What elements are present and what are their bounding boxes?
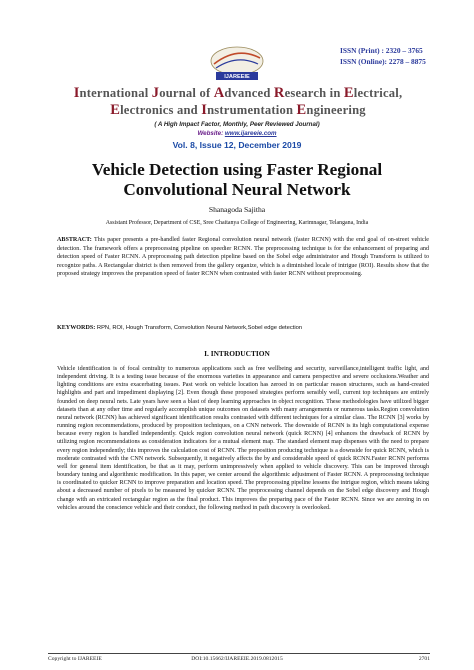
author-affiliation: Assistant Professor, Department of CSE, Sree Chaitanya College of Engineering, Karimnagar, Telangana, India — [105, 220, 369, 226]
footer-doi: DOI:10.15662/IJAREEIE.2019.0812015 — [191, 656, 283, 662]
journal-title — [38, 85, 438, 119]
footer-divider — [48, 653, 430, 654]
website-link[interactable]: www.ijareeie.com — [224, 130, 277, 137]
logo-text: IJAREEIE — [224, 74, 250, 81]
footer-copyright: Copyright to IJAREEIE — [48, 656, 102, 662]
paper-title-line-2: Convolutional Neural Network — [123, 180, 351, 199]
abstract-text: This paper presents a pre-handled faster Regional convolution neural network (faster RCNN) with the end goal of on-street vehicle detection. The framework offers a preprocessing pipeline on speedier RCNN. The preprocessing technique is for the enhancement of preparing and detection speed of Faster RCNN. A preprocessing path detection pipeline based on the Sobel edge administrator and Hough Transform is utilized to recognize paths. A Rectangular district is then removed from the gallery organize, which is a diminished locale of intrigue (ROI). Results show that the proposed strategy improves the preparation speed of faster RCNN when contrasted with faster RCNN without preprocessing. — [57, 237, 429, 278]
section-heading: I. INTRODUCTION — [204, 349, 270, 358]
journal-title-line-1: International Journal of Advanced Research in Electrical, — [73, 85, 403, 101]
footer-page-number: 2701 — [418, 656, 430, 662]
keywords — [57, 324, 429, 333]
author-name: Shanagoda Sajitha — [208, 205, 266, 214]
issn-block — [340, 46, 426, 67]
keywords-text: RPN, ROI, Hough Transform, Convolution Neural Network,Sobel edge detection — [95, 325, 303, 331]
paper-title — [0, 160, 474, 200]
abstract-label: ABSTRACT: — [57, 237, 92, 243]
journal-website — [0, 130, 474, 137]
paper-title-line-1: Vehicle Detection using Faster Regional — [91, 160, 383, 179]
introduction-text: Vehicle identification is of focal centrality to numerous applications such as free wellbeing and security, surveillance,intelligent traffic light, and independent driving. It is a testing issue because of the enormous varieties in appearance and camera perspective and severe occlusions.Weather and lighting conditions are extra exacerbating issues. Past work on vehicle location has zeroed in on particular reason structures, such as hand-created highlights and part and impediment displaying [2]. Even though these proposed strategies perform sensibly well, current top techniques are entirely founded on deep neural nets. Late years have seen a blast of deep learning approaches in object recognition. These methodologies have utilized bigger datasets than at any other time and regularly accomplish unique outcomes on datasets with many arrangements or numerous tasks.Region convolution neural network (RCNN) has achieved significant identification results contrasted with different techniques for a similar class. The RCNN [3] works by running region recommendations, produced by proposition techniques, on a CNN network. The downside of RCNN is its high computational expense because every region is handled independently. Quick region convolution neural network (quick RCNN) [4] enhances the drawback of RCNN by utilizing region recommendations as consideration indicators for a mutual element map. The standard element map dispenses with the need to prepare every region independently; this improves the calculation cost of RCNN. The proposition producing technique is a downside for quick RCNN, which is moderate contrasted with the CNN network. Subsequently, it negatively affects the by and considerable speed of quick RCNN.Faster RCNN performs well for general item identification, be that as it may, perform unimpressively when applied to vehicle discovery. This can be improved through boundary tuning and algorithmic modification. In this paper, we center around the algorithmic adjustment of Faster RCNN. A preprocessing technique is coordinated to quicker RCNN to improve preparation and location speed. The preprocessing pipeline lessens the intrigue region, which means taking about a decreased number of pixels to be measured by quicker RCNN. The preprocessing channel depends on the Sobel edge discovery and Hough change with an extricated rectangular region as the final product. This improves the preparing pace of the Faster RCNN. Since we are zeroing in on vehicles around the conscience vehicle and their conduct, the following method in path discovery is overlooked. — [57, 366, 429, 511]
journal-title-line-2: Electronics and Instrumentation Engineering — [110, 102, 366, 118]
website-label: Website: — [197, 130, 225, 137]
abstract — [57, 236, 429, 279]
issn-print: ISSN (Print) : 2320 – 3765 — [340, 46, 423, 55]
keywords-label: KEYWORDS: — [57, 325, 96, 331]
issn-online: ISSN (Online): 2278 – 8875 — [340, 56, 426, 66]
journal-tagline: ( A High Impact Factor, Monthly, Peer Reviewed Journal) — [154, 121, 320, 128]
volume-issue: Vol. 8, Issue 12, December 2019 — [172, 140, 302, 150]
journal-logo — [206, 44, 268, 82]
